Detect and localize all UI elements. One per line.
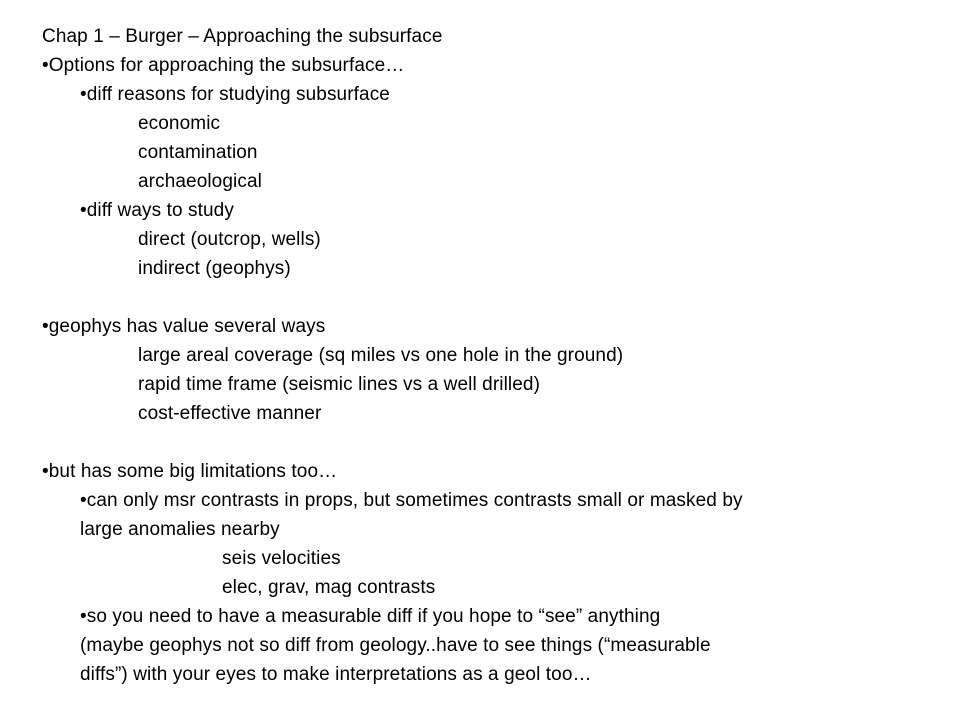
bullet-text: can only msr contrasts in props, but sometimes contrasts small or masked by bbox=[86, 490, 743, 511]
sub-item: cost-effective manner bbox=[138, 403, 322, 424]
bullet-text: diff ways to study bbox=[86, 200, 234, 221]
bullet-text: diff reasons for studying subsurface bbox=[86, 84, 390, 105]
sub-item: economic bbox=[138, 113, 221, 134]
bullet-level-2 bbox=[80, 490, 743, 512]
bullet-level-1 bbox=[42, 461, 337, 483]
bullet-text: geophys has value several ways bbox=[48, 316, 326, 337]
bullet-level-2 bbox=[80, 200, 234, 222]
sub-item: elec, grav, mag contrasts bbox=[222, 577, 436, 598]
slide-title: Chap 1 – Burger – Approaching the subsurface bbox=[42, 26, 443, 47]
bullet-level-2 bbox=[80, 606, 660, 628]
sub-item: direct (outcrop, wells) bbox=[138, 229, 321, 250]
bullet-level-1 bbox=[42, 55, 404, 77]
sub-item: seis velocities bbox=[222, 548, 341, 569]
bullet-level-2 bbox=[80, 84, 390, 106]
continuation-line: (maybe geophys not so diff from geology..have to see things (“measurable bbox=[80, 635, 711, 656]
sub-item: archaeological bbox=[138, 171, 262, 192]
continuation-line: diffs”) with your eyes to make interpretations as a geol too… bbox=[80, 664, 592, 685]
bullet-level-1 bbox=[42, 316, 325, 338]
sub-item: large areal coverage (sq miles vs one hole in the ground) bbox=[138, 345, 624, 366]
sub-item: indirect (geophys) bbox=[138, 258, 291, 279]
sub-item: contamination bbox=[138, 142, 258, 163]
continuation-line: large anomalies nearby bbox=[80, 519, 280, 540]
bullet-text: but has some big limitations too… bbox=[48, 461, 338, 482]
bullet-text: so you need to have a measurable diff if you hope to “see” anything bbox=[86, 606, 661, 627]
sub-item: rapid time frame (seismic lines vs a well drilled) bbox=[138, 374, 540, 395]
bullet-text: Options for approaching the subsurface… bbox=[48, 55, 405, 76]
